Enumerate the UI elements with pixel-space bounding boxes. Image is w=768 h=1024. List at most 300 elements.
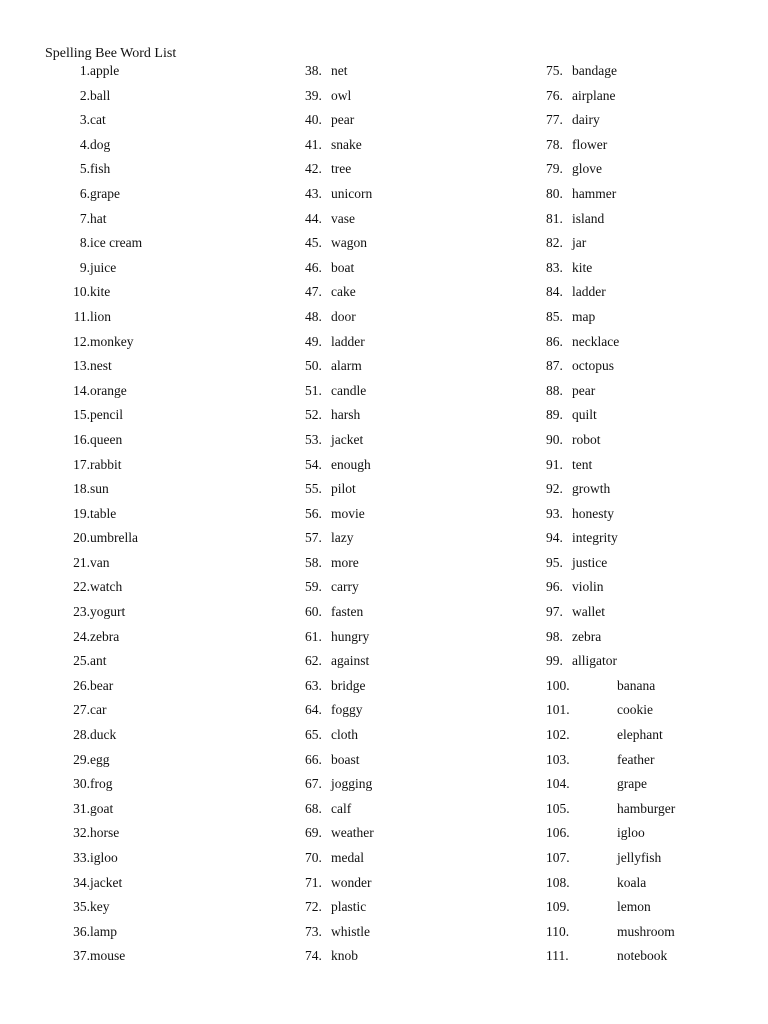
item-word: hammer bbox=[572, 185, 617, 201]
list-item bbox=[305, 528, 354, 553]
item-word: hamburger bbox=[617, 800, 676, 816]
list-item bbox=[305, 627, 370, 652]
item-word: fish bbox=[90, 161, 111, 177]
list-item bbox=[305, 332, 365, 357]
list-item bbox=[305, 676, 366, 701]
list-item bbox=[64, 528, 138, 553]
item-number: 2. bbox=[79, 87, 90, 103]
item-word: ant bbox=[90, 653, 107, 669]
item-number: 1. bbox=[79, 63, 90, 78]
list-item bbox=[64, 922, 117, 947]
item-number: 39. bbox=[305, 87, 322, 103]
list-item bbox=[64, 602, 126, 627]
item-word: van bbox=[90, 554, 110, 570]
item-word: robot bbox=[572, 431, 601, 447]
item-number: 96. bbox=[546, 579, 563, 595]
item-number: 32. bbox=[73, 825, 90, 841]
item-word: whistle bbox=[331, 923, 370, 939]
item-word: grape bbox=[90, 185, 120, 201]
list-item bbox=[305, 282, 356, 307]
item-number: 111. bbox=[546, 948, 569, 964]
list-item bbox=[64, 946, 126, 971]
item-number: 103. bbox=[546, 751, 570, 767]
item-number: 76. bbox=[546, 87, 563, 103]
item-number: 64. bbox=[305, 702, 322, 718]
list-item bbox=[64, 897, 110, 922]
item-number: 53. bbox=[305, 431, 322, 447]
item-number: 12. bbox=[73, 333, 90, 349]
list-item bbox=[546, 61, 617, 86]
item-word: snake bbox=[331, 136, 362, 152]
list-item bbox=[64, 700, 107, 725]
item-number: 5. bbox=[79, 161, 90, 177]
item-number: 59. bbox=[305, 579, 322, 595]
item-word: door bbox=[331, 308, 356, 324]
list-item bbox=[546, 577, 604, 602]
item-number: 63. bbox=[305, 677, 322, 693]
item-number: 29. bbox=[73, 751, 90, 767]
list-item bbox=[64, 823, 120, 848]
list-item bbox=[64, 209, 107, 234]
item-word: ladder bbox=[331, 333, 365, 349]
item-number: 17. bbox=[73, 456, 90, 472]
item-number: 84. bbox=[546, 284, 563, 300]
item-number: 18. bbox=[73, 481, 90, 497]
list-item bbox=[305, 504, 365, 529]
item-word: kite bbox=[90, 284, 111, 300]
item-number: 49. bbox=[305, 333, 322, 349]
list-item bbox=[546, 233, 587, 258]
item-word: honesty bbox=[572, 505, 614, 521]
item-number: 21. bbox=[73, 554, 90, 570]
item-number: 36. bbox=[73, 923, 90, 939]
item-word: weather bbox=[331, 825, 374, 841]
item-number: 43. bbox=[305, 185, 322, 201]
list-item bbox=[546, 823, 645, 848]
list-item bbox=[546, 651, 617, 676]
item-word: pear bbox=[572, 382, 596, 398]
item-word: net bbox=[331, 63, 348, 78]
item-number: 9. bbox=[79, 259, 90, 275]
item-number: 48. bbox=[305, 308, 322, 324]
list-item bbox=[64, 381, 127, 406]
item-number: 55. bbox=[305, 481, 322, 497]
list-item bbox=[305, 455, 371, 480]
item-number: 6. bbox=[79, 185, 90, 201]
list-item bbox=[64, 479, 109, 504]
item-number: 88. bbox=[546, 382, 563, 398]
item-word: horse bbox=[90, 825, 120, 841]
item-word: bandage bbox=[572, 63, 617, 78]
item-word: pear bbox=[331, 112, 355, 128]
item-number: 31. bbox=[73, 800, 90, 816]
item-number: 77. bbox=[546, 112, 563, 128]
item-number: 66. bbox=[305, 751, 322, 767]
item-number: 105. bbox=[546, 800, 570, 816]
item-word: airplane bbox=[572, 87, 616, 103]
item-number: 30. bbox=[73, 776, 90, 792]
list-item bbox=[546, 676, 656, 701]
list-item bbox=[305, 209, 355, 234]
item-number: 15. bbox=[73, 407, 90, 423]
item-word: jogging bbox=[331, 776, 373, 792]
list-item bbox=[546, 86, 616, 111]
list-item bbox=[546, 405, 597, 430]
item-word: bridge bbox=[331, 677, 366, 693]
list-item bbox=[64, 799, 114, 824]
item-number: 28. bbox=[73, 727, 90, 743]
item-word: bear bbox=[90, 677, 114, 693]
item-number: 73. bbox=[305, 923, 322, 939]
list-item bbox=[546, 922, 675, 947]
item-number: 87. bbox=[546, 358, 563, 374]
item-number: 98. bbox=[546, 628, 563, 644]
list-item bbox=[546, 750, 655, 775]
item-number: 69. bbox=[305, 825, 322, 841]
item-number: 27. bbox=[73, 702, 90, 718]
item-number: 42. bbox=[305, 161, 322, 177]
list-item bbox=[305, 307, 356, 332]
list-item bbox=[546, 799, 676, 824]
item-number: 85. bbox=[546, 308, 563, 324]
list-item bbox=[305, 356, 362, 381]
item-word: igloo bbox=[617, 825, 645, 841]
item-number: 47. bbox=[305, 284, 322, 300]
list-item bbox=[546, 504, 614, 529]
item-word: elephant bbox=[617, 727, 663, 743]
list-item bbox=[546, 332, 620, 357]
list-item bbox=[305, 897, 367, 922]
item-word: cat bbox=[90, 112, 106, 128]
list-item bbox=[64, 61, 120, 86]
item-word: watch bbox=[90, 579, 123, 595]
item-word: hat bbox=[90, 210, 107, 226]
list-item bbox=[305, 553, 359, 578]
item-number: 33. bbox=[73, 850, 90, 865]
item-word: cake bbox=[331, 284, 356, 300]
item-number: 101. bbox=[546, 702, 570, 718]
item-word: foggy bbox=[331, 702, 363, 718]
item-word: owl bbox=[331, 87, 352, 103]
item-word: tent bbox=[572, 456, 593, 472]
list-item bbox=[546, 209, 605, 234]
list-item bbox=[64, 676, 114, 701]
item-number: 44. bbox=[305, 210, 322, 226]
item-number: 82. bbox=[546, 235, 563, 251]
list-item bbox=[546, 897, 651, 922]
item-word: vase bbox=[331, 210, 355, 226]
item-word: glove bbox=[572, 161, 602, 177]
item-word: cookie bbox=[617, 702, 653, 718]
item-number: 78. bbox=[546, 136, 563, 152]
item-word: carry bbox=[331, 579, 359, 595]
item-number: 51. bbox=[305, 382, 322, 398]
item-word: map bbox=[572, 308, 596, 324]
item-number: 41. bbox=[305, 136, 322, 152]
item-word: jar bbox=[572, 235, 587, 251]
list-item bbox=[305, 135, 362, 160]
item-word: violin bbox=[572, 579, 604, 595]
item-number: 104. bbox=[546, 776, 570, 792]
item-number: 23. bbox=[73, 604, 90, 620]
item-word: medal bbox=[331, 850, 364, 865]
item-word: necklace bbox=[572, 333, 620, 349]
item-word: boat bbox=[331, 259, 355, 275]
item-word: lion bbox=[90, 308, 112, 324]
item-word: flower bbox=[572, 136, 608, 152]
list-item bbox=[64, 750, 110, 775]
list-item bbox=[64, 233, 143, 258]
item-number: 58. bbox=[305, 554, 322, 570]
item-number: 35. bbox=[73, 899, 90, 915]
item-number: 13. bbox=[73, 358, 90, 374]
item-number: 71. bbox=[305, 874, 322, 890]
item-word: duck bbox=[90, 727, 117, 743]
item-word: justice bbox=[572, 554, 608, 570]
item-word: jacket bbox=[90, 874, 123, 890]
item-number: 54. bbox=[305, 456, 322, 472]
item-word: frog bbox=[90, 776, 113, 792]
item-word: table bbox=[90, 505, 117, 521]
item-number: 70. bbox=[305, 850, 322, 865]
item-number: 60. bbox=[305, 604, 322, 620]
item-word: ladder bbox=[572, 284, 606, 300]
list-item bbox=[305, 258, 355, 283]
list-item bbox=[64, 135, 111, 160]
item-number: 106. bbox=[546, 825, 570, 841]
item-number: 61. bbox=[305, 628, 322, 644]
item-number: 108. bbox=[546, 874, 570, 890]
list-item bbox=[64, 725, 117, 750]
item-number: 16. bbox=[73, 431, 90, 447]
item-number: 46. bbox=[305, 259, 322, 275]
item-word: zebra bbox=[90, 628, 120, 644]
list-item bbox=[305, 774, 373, 799]
item-word: apple bbox=[90, 63, 120, 78]
list-item bbox=[64, 774, 113, 799]
list-item bbox=[64, 651, 107, 676]
item-word: lazy bbox=[331, 530, 354, 546]
list-item bbox=[305, 750, 360, 775]
list-item bbox=[64, 430, 123, 455]
item-number: 99. bbox=[546, 653, 563, 669]
item-word: lamp bbox=[90, 923, 117, 939]
list-item bbox=[546, 258, 593, 283]
item-number: 3. bbox=[79, 112, 90, 128]
item-number: 62. bbox=[305, 653, 322, 669]
list-item bbox=[305, 159, 352, 184]
item-word: jacket bbox=[331, 431, 364, 447]
item-number: 20. bbox=[73, 530, 90, 546]
list-item bbox=[546, 159, 602, 184]
list-item bbox=[305, 381, 367, 406]
item-word: key bbox=[90, 899, 110, 915]
item-word: calf bbox=[331, 800, 352, 816]
list-item bbox=[305, 922, 370, 947]
list-item bbox=[305, 479, 356, 504]
item-word: unicorn bbox=[331, 185, 373, 201]
item-number: 90. bbox=[546, 431, 563, 447]
item-word: knob bbox=[331, 948, 358, 964]
list-item bbox=[546, 553, 608, 578]
list-item bbox=[305, 430, 364, 455]
list-item bbox=[305, 725, 358, 750]
item-word: lemon bbox=[617, 899, 651, 915]
list-item bbox=[305, 184, 373, 209]
item-word: car bbox=[90, 702, 107, 718]
list-item bbox=[546, 528, 618, 553]
list-item bbox=[546, 627, 602, 652]
list-item bbox=[546, 873, 647, 898]
item-number: 83. bbox=[546, 259, 563, 275]
list-item bbox=[546, 110, 600, 135]
item-number: 100. bbox=[546, 677, 570, 693]
item-number: 25. bbox=[73, 653, 90, 669]
item-number: 89. bbox=[546, 407, 563, 423]
item-number: 19. bbox=[73, 505, 90, 521]
item-word: feather bbox=[617, 751, 655, 767]
item-word: movie bbox=[331, 505, 365, 521]
list-item bbox=[546, 774, 647, 799]
item-number: 34. bbox=[73, 874, 90, 890]
list-item bbox=[64, 110, 106, 135]
item-word: egg bbox=[90, 751, 110, 767]
list-item bbox=[546, 479, 611, 504]
item-word: notebook bbox=[617, 948, 668, 964]
item-word: igloo bbox=[90, 850, 118, 865]
item-word: cloth bbox=[331, 727, 358, 743]
item-number: 8. bbox=[79, 235, 90, 251]
list-item bbox=[546, 455, 593, 480]
item-word: banana bbox=[617, 677, 656, 693]
item-number: 7. bbox=[79, 210, 90, 226]
list-item bbox=[305, 700, 363, 725]
item-word: candle bbox=[331, 382, 367, 398]
item-number: 102. bbox=[546, 727, 570, 743]
list-item bbox=[546, 135, 608, 160]
item-word: rabbit bbox=[90, 456, 122, 472]
item-number: 79. bbox=[546, 161, 563, 177]
item-number: 10. bbox=[73, 284, 90, 300]
item-word: nest bbox=[90, 358, 112, 374]
item-number: 81. bbox=[546, 210, 563, 226]
list-item bbox=[305, 799, 352, 824]
item-word: dairy bbox=[572, 112, 600, 128]
item-number: 80. bbox=[546, 185, 563, 201]
item-number: 91. bbox=[546, 456, 563, 472]
item-number: 11. bbox=[73, 308, 90, 324]
item-number: 57. bbox=[305, 530, 322, 546]
item-word: zebra bbox=[572, 628, 602, 644]
item-word: yogurt bbox=[90, 604, 126, 620]
list-item bbox=[64, 282, 111, 307]
list-item bbox=[64, 184, 120, 209]
list-item bbox=[305, 577, 359, 602]
list-item bbox=[64, 504, 117, 529]
item-number: 56. bbox=[305, 505, 322, 521]
item-word: sun bbox=[90, 481, 109, 497]
list-item bbox=[305, 86, 352, 111]
list-item bbox=[64, 86, 111, 111]
item-number: 14. bbox=[73, 382, 90, 398]
item-word: monkey bbox=[90, 333, 134, 349]
list-item bbox=[546, 381, 596, 406]
list-item bbox=[305, 848, 364, 873]
list-item bbox=[64, 356, 112, 381]
item-number: 24. bbox=[73, 628, 90, 644]
item-word: growth bbox=[572, 481, 611, 497]
item-word: pencil bbox=[90, 407, 123, 423]
list-item bbox=[546, 184, 617, 209]
item-word: fasten bbox=[331, 604, 364, 620]
item-number: 65. bbox=[305, 727, 322, 743]
item-number: 109. bbox=[546, 899, 570, 915]
word-column-2 bbox=[305, 61, 374, 971]
list-item bbox=[305, 405, 361, 430]
list-item bbox=[546, 848, 662, 873]
list-item bbox=[546, 282, 606, 307]
item-word: hungry bbox=[331, 628, 370, 644]
list-item bbox=[546, 307, 596, 332]
item-number: 95. bbox=[546, 554, 563, 570]
item-number: 4. bbox=[79, 136, 90, 152]
list-item bbox=[546, 430, 601, 455]
list-item bbox=[64, 332, 134, 357]
list-item bbox=[305, 110, 355, 135]
item-word: queen bbox=[90, 431, 123, 447]
item-number: 72. bbox=[305, 899, 322, 915]
item-number: 68. bbox=[305, 800, 322, 816]
item-word: harsh bbox=[331, 407, 361, 423]
item-word: dog bbox=[90, 136, 111, 152]
item-word: ice cream bbox=[90, 235, 143, 251]
list-item bbox=[305, 946, 358, 971]
item-word: alligator bbox=[572, 653, 617, 669]
item-word: wallet bbox=[572, 604, 605, 620]
list-item bbox=[64, 159, 111, 184]
item-number: 67. bbox=[305, 776, 322, 792]
list-item bbox=[64, 553, 110, 578]
list-item bbox=[305, 233, 367, 258]
item-word: octopus bbox=[572, 358, 614, 374]
item-word: plastic bbox=[331, 899, 367, 915]
item-word: against bbox=[331, 653, 370, 669]
item-number: 75. bbox=[546, 63, 563, 78]
list-item bbox=[546, 700, 653, 725]
list-item bbox=[546, 356, 614, 381]
item-number: 40. bbox=[305, 112, 322, 128]
list-item bbox=[305, 823, 374, 848]
item-number: 94. bbox=[546, 530, 563, 546]
item-number: 86. bbox=[546, 333, 563, 349]
item-word: goat bbox=[90, 800, 114, 816]
list-item bbox=[305, 651, 370, 676]
item-word: umbrella bbox=[90, 530, 138, 546]
item-word: integrity bbox=[572, 530, 618, 546]
item-word: wagon bbox=[331, 235, 367, 251]
item-word: boast bbox=[331, 751, 360, 767]
item-word: pilot bbox=[331, 481, 356, 497]
item-word: island bbox=[572, 210, 605, 226]
item-number: 110. bbox=[546, 923, 570, 939]
item-number: 107. bbox=[546, 850, 570, 865]
list-item bbox=[64, 848, 118, 873]
item-word: jellyfish bbox=[617, 850, 662, 865]
item-word: grape bbox=[617, 776, 647, 792]
item-word: enough bbox=[331, 456, 371, 472]
word-column-3 bbox=[546, 61, 676, 971]
word-column-1 bbox=[64, 61, 143, 971]
